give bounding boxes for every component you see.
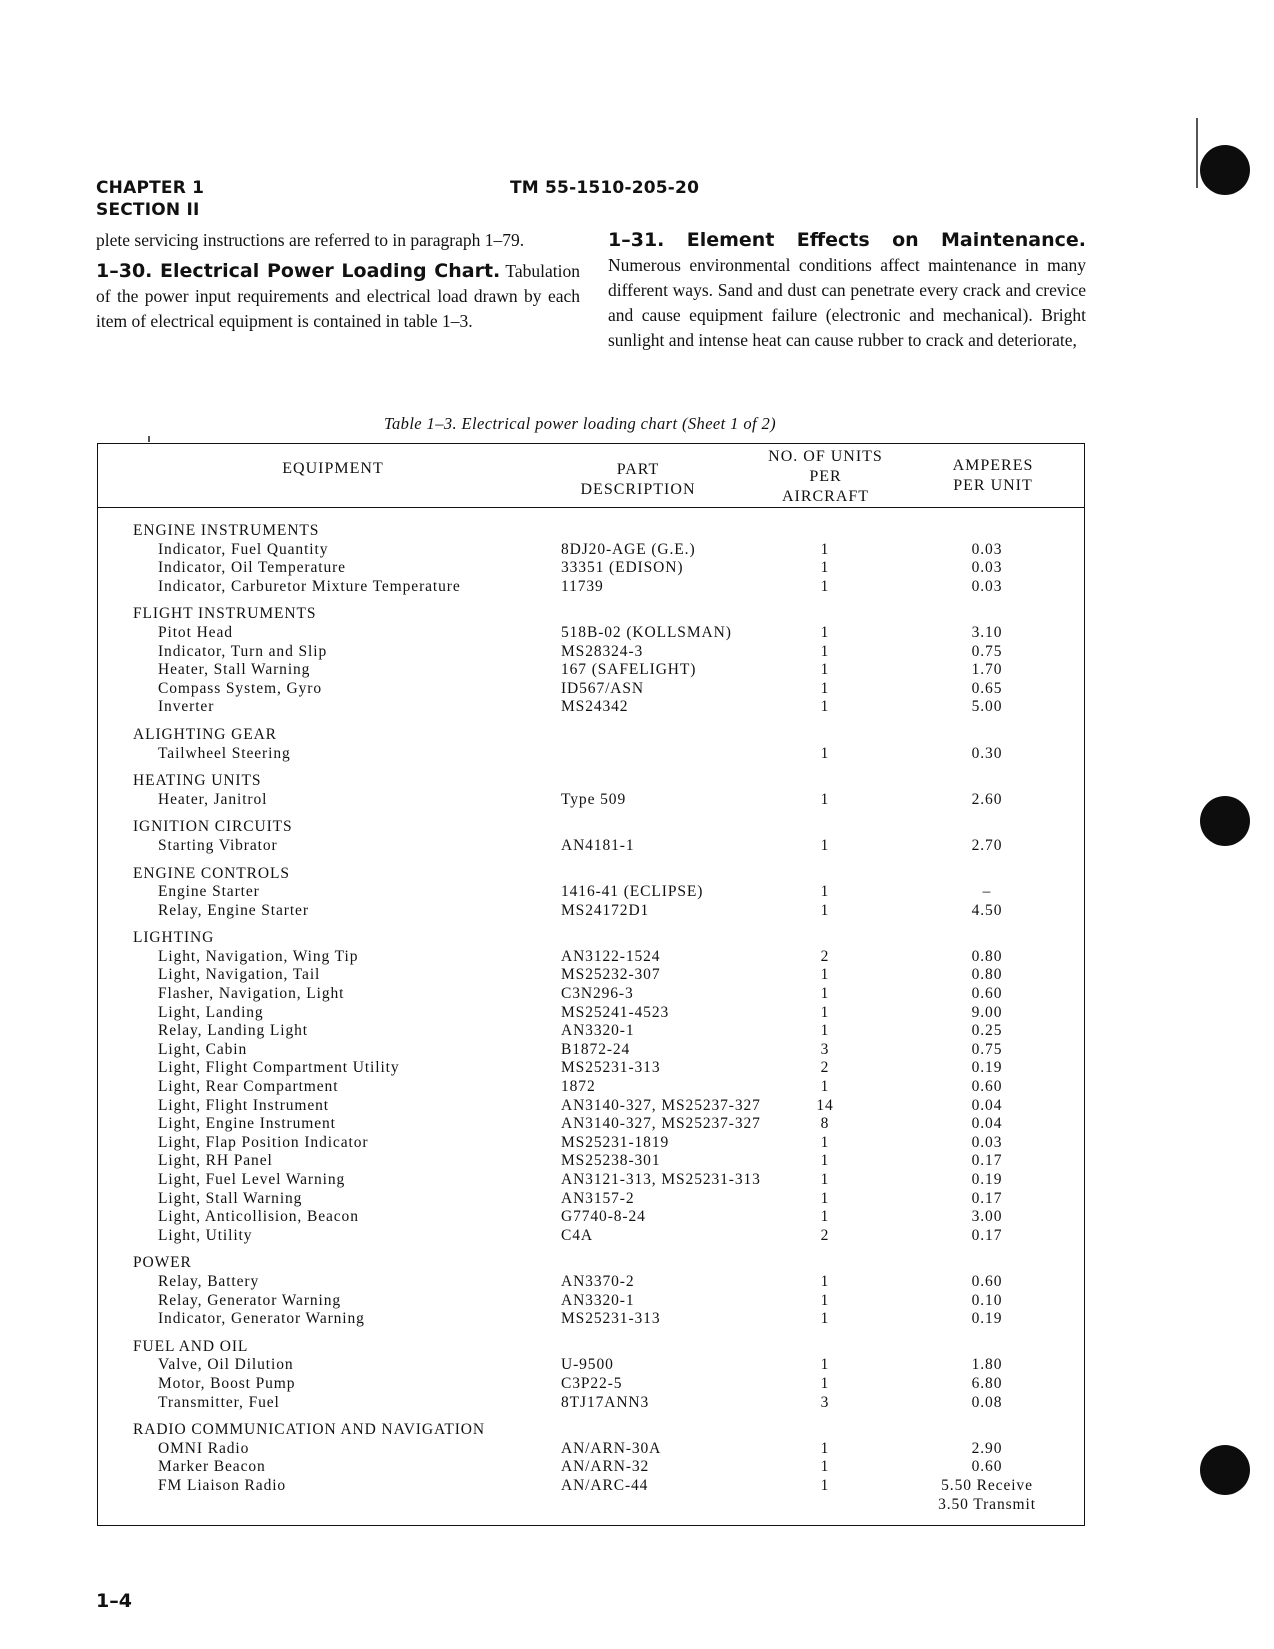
binder-hole-top: [1200, 145, 1250, 195]
cell-amperes: 1.80: [971, 1356, 1003, 1374]
cell-part: AN/ARC-44: [561, 1476, 649, 1494]
cell-amperes: 0.25: [971, 1022, 1003, 1040]
cell-equipment: Motor, Boost Pump: [158, 1374, 296, 1392]
cell-equipment: Starting Vibrator: [158, 836, 278, 854]
table-row: [98, 1097, 1084, 1116]
paragraph-1-30: [96, 259, 580, 334]
cell-equipment: Valve, Oil Dilution: [158, 1356, 294, 1374]
cell-equipment: Compass System, Gyro: [158, 679, 322, 697]
cell-amperes: 0.60: [971, 1272, 1003, 1290]
cell-amperes: 0.30: [971, 744, 1003, 762]
cell-part: AN3121-313, MS25231-313: [561, 1171, 761, 1188]
cell-equipment: Light, Fuel Level Warning: [158, 1171, 346, 1188]
cell-part: AN3320-1: [561, 1291, 635, 1309]
cell-equipment: Inverter: [158, 698, 215, 716]
cell-units: 1: [820, 1374, 830, 1392]
group-heading-row: [98, 522, 1084, 541]
table-group: [98, 1254, 1084, 1328]
cell-units: 1: [820, 1439, 830, 1457]
group-heading-row: [98, 605, 1084, 624]
table-row: [98, 680, 1084, 699]
table-row: [98, 1134, 1084, 1153]
table-row: [98, 966, 1084, 985]
cell-equipment: Heater, Janitrol: [158, 790, 268, 808]
cell-amperes: 3.50 Transmit: [938, 1495, 1036, 1513]
binder-hole-bottom: [1200, 1445, 1250, 1495]
paragraph-1-30-text: Tabulation of the power input requirements and electrical load drawn by each item of electrical equipment is contained in table 1–3.: [96, 261, 580, 331]
cell-amperes: 5.50 Receive: [941, 1476, 1033, 1494]
group-heading: RADIO COMMUNICATION AND NAVIGATION: [133, 1421, 485, 1439]
group-heading-row: [98, 726, 1084, 745]
cell-units: 1: [820, 1133, 830, 1151]
cell-equipment: Relay, Landing Light: [158, 1022, 309, 1040]
group-heading-row: [98, 818, 1084, 837]
cell-units: 1: [820, 1078, 830, 1096]
cell-part: B1872-24: [561, 1040, 631, 1058]
cell-amperes: 0.60: [971, 985, 1003, 1003]
table-group: [98, 605, 1084, 717]
table-row: [98, 1004, 1084, 1023]
cell-amperes: 0.80: [971, 947, 1003, 965]
group-heading: HEATING UNITS: [133, 772, 262, 790]
cell-equipment: Light, Anticollision, Beacon: [158, 1208, 359, 1226]
cell-equipment: FM Liaison Radio: [158, 1476, 287, 1494]
table-row: [98, 1273, 1084, 1292]
table-row: [98, 1394, 1084, 1413]
cell-units: 1: [820, 679, 830, 697]
cell-amperes: 0.17: [971, 1152, 1003, 1170]
col-header-part: PART DESCRIPTION: [580, 461, 696, 498]
cell-part: U-9500: [561, 1356, 614, 1374]
cell-units: 1: [820, 1310, 830, 1328]
cell-units: 1: [820, 966, 830, 984]
cell-equipment: Light, Flight Compartment Utility: [158, 1059, 400, 1077]
table-body: [98, 522, 1084, 1523]
margin-mark: [148, 436, 150, 442]
chapter-label: CHAPTER 1: [96, 178, 205, 198]
cell-part: AN/ARN-30A: [561, 1439, 662, 1457]
group-heading: ENGINE INSTRUMENTS: [133, 522, 320, 539]
margin-mark: [1196, 118, 1198, 188]
section-label: SECTION II: [96, 200, 200, 220]
cell-part: MS25241-4523: [561, 1003, 670, 1021]
cell-equipment: Light, Navigation, Wing Tip: [158, 947, 359, 965]
left-column: [96, 228, 580, 340]
table-row: [98, 661, 1084, 680]
cell-part: 8DJ20-AGE (G.E.): [561, 540, 696, 558]
cell-units: 1: [820, 790, 830, 808]
table-row: [98, 1292, 1084, 1311]
cell-equipment: Pitot Head: [158, 623, 233, 641]
cell-units: 2: [820, 1226, 830, 1244]
cell-part: ID567/ASN: [561, 679, 645, 697]
cell-units: 3: [820, 1393, 830, 1411]
cell-part: MS28324-3: [561, 642, 644, 660]
cell-units: 1: [820, 661, 830, 679]
cell-equipment: Engine Starter: [158, 883, 260, 901]
cell-part: 1416-41 (ECLIPSE): [561, 883, 704, 901]
cell-amperes: 3.00: [971, 1208, 1003, 1226]
cell-units: 1: [820, 540, 830, 558]
cell-amperes: 0.19: [971, 1310, 1003, 1328]
cell-equipment: Relay, Engine Starter: [158, 901, 309, 919]
cell-equipment: Marker Beacon: [158, 1458, 266, 1476]
cell-units: 1: [820, 1476, 830, 1494]
paragraph-1-31-heading: 1–31. Element Effects on Maintenance.: [608, 229, 1086, 251]
cell-amperes: 0.60: [971, 1078, 1003, 1096]
cell-units: 1: [820, 1022, 830, 1040]
cell-equipment: Light, Utility: [158, 1226, 253, 1244]
col-header-equipment: EQUIPMENT: [282, 460, 384, 477]
cell-part: 1872: [561, 1078, 596, 1096]
table-row: [98, 1477, 1084, 1496]
cell-amperes: 0.04: [971, 1096, 1003, 1114]
table-row: [98, 578, 1084, 597]
power-loading-table: [97, 443, 1085, 1526]
cell-part: 167 (SAFELIGHT): [561, 661, 697, 679]
cell-part: MS25231-313: [561, 1310, 661, 1328]
cell-units: 1: [820, 577, 830, 595]
table-row: [98, 1190, 1084, 1209]
cell-equipment: Indicator, Oil Temperature: [158, 559, 346, 577]
table-row: [98, 559, 1084, 578]
cell-units: 1: [820, 1291, 830, 1309]
cell-equipment: Light, RH Panel: [158, 1152, 273, 1170]
table-row: [98, 1115, 1084, 1134]
cell-units: 1: [820, 985, 830, 1003]
group-heading-row: [98, 772, 1084, 791]
binder-hole-middle: [1200, 796, 1250, 846]
table-row: [98, 948, 1084, 967]
table-row: [98, 1059, 1084, 1078]
table-row: [98, 1310, 1084, 1329]
cell-amperes: 0.17: [971, 1189, 1003, 1207]
table-row: [98, 643, 1084, 662]
cell-amperes: 2.90: [971, 1439, 1003, 1457]
cell-amperes: 2.60: [971, 790, 1003, 808]
cell-amperes: 0.10: [971, 1291, 1003, 1309]
table-row-continuation: [98, 1496, 1084, 1515]
table-row: [98, 1022, 1084, 1041]
cell-amperes: 1.70: [971, 661, 1003, 679]
table-row: [98, 1078, 1084, 1097]
cell-amperes: 5.00: [971, 698, 1003, 716]
cell-amperes: 0.60: [971, 1458, 1003, 1476]
table-row: [98, 1041, 1084, 1060]
cell-units: 1: [820, 1152, 830, 1170]
cell-part: AN3370-2: [561, 1272, 635, 1290]
cell-equipment: Light, Flight Instrument: [158, 1096, 329, 1114]
cell-amperes: –: [982, 883, 992, 901]
cell-amperes: 0.03: [971, 1133, 1003, 1151]
cell-units: 1: [820, 623, 830, 641]
cell-equipment: Tailwheel Steering: [158, 744, 291, 762]
cell-part: G7740-8-24: [561, 1208, 646, 1226]
cell-units: 14: [816, 1096, 834, 1114]
table-group: [98, 772, 1084, 809]
cell-amperes: 6.80: [971, 1374, 1003, 1392]
cell-units: 8: [820, 1115, 830, 1133]
cell-units: 1: [820, 1003, 830, 1021]
cell-units: 1: [820, 642, 830, 660]
group-heading: IGNITION CIRCUITS: [133, 818, 293, 836]
cell-amperes: 0.03: [971, 540, 1003, 558]
cell-units: 2: [820, 947, 830, 965]
cell-part: MS24172D1: [561, 901, 650, 919]
cell-units: 1: [820, 883, 830, 901]
cell-units: 1: [820, 1208, 830, 1226]
table-row: [98, 1171, 1084, 1190]
group-heading-row: [98, 1421, 1084, 1440]
cell-units: 1: [820, 1272, 830, 1290]
cell-part: MS25231-1819: [561, 1133, 670, 1151]
cell-units: 1: [820, 744, 830, 762]
group-heading: POWER: [133, 1254, 192, 1272]
table-row: [98, 985, 1084, 1004]
table-row: [98, 1356, 1084, 1375]
cell-equipment: Indicator, Generator Warning: [158, 1310, 365, 1328]
table-row: [98, 1208, 1084, 1227]
table-row: [98, 883, 1084, 902]
paragraph-1-31: [608, 228, 1086, 353]
cell-amperes: 0.80: [971, 966, 1003, 984]
group-heading: ALIGHTING GEAR: [133, 725, 277, 743]
cell-part: MS25232-307: [561, 966, 661, 984]
col-header-amperes: AMPERES PER UNIT: [952, 457, 1034, 494]
table-row: [98, 902, 1084, 921]
table-group: [98, 929, 1084, 1245]
cell-amperes: 0.04: [971, 1115, 1003, 1133]
table-group: [98, 522, 1084, 596]
cell-units: 3: [820, 1040, 830, 1058]
group-heading: FUEL AND OIL: [133, 1337, 249, 1355]
table-group: [98, 818, 1084, 855]
cell-equipment: Relay, Battery: [158, 1272, 260, 1290]
cell-part: AN3157-2: [561, 1189, 635, 1207]
cell-part: MS24342: [561, 698, 629, 716]
cell-part: 8TJ17ANN3: [561, 1393, 650, 1411]
cell-equipment: Transmitter, Fuel: [158, 1393, 280, 1411]
paragraph-1-30-heading: 1–30. Electrical Power Loading Chart.: [96, 260, 501, 282]
cell-equipment: Indicator, Carburetor Mixture Temperature: [158, 577, 461, 595]
table-row: [98, 624, 1084, 643]
cell-part: 11739: [561, 577, 604, 595]
cell-amperes: 0.03: [971, 559, 1003, 577]
group-heading: ENGINE CONTROLS: [133, 864, 290, 882]
cell-amperes: 0.19: [971, 1059, 1003, 1077]
cell-equipment: OMNI Radio: [158, 1439, 250, 1457]
cell-units: 1: [820, 698, 830, 716]
cell-part: C3N296-3: [561, 985, 634, 1003]
cell-part: AN3140-327, MS25237-327: [561, 1096, 761, 1114]
group-heading: FLIGHT INSTRUMENTS: [133, 605, 317, 623]
cell-amperes: 2.70: [971, 836, 1003, 854]
cell-equipment: Relay, Generator Warning: [158, 1291, 342, 1309]
cell-equipment: Heater, Stall Warning: [158, 661, 311, 679]
cell-part: Type 509: [561, 790, 627, 808]
table-row: [98, 1440, 1084, 1459]
cell-units: 1: [820, 836, 830, 854]
table-group: [98, 1421, 1084, 1514]
cell-part: 518B-02 (KOLLSMAN): [561, 623, 732, 641]
table-row: [98, 1227, 1084, 1246]
table-group: [98, 726, 1084, 763]
cell-amperes: 0.03: [971, 577, 1003, 595]
right-column: [608, 228, 1086, 359]
group-heading-row: [98, 1254, 1084, 1273]
cell-units: 2: [820, 1059, 830, 1077]
group-heading-row: [98, 865, 1084, 884]
cell-part: AN3320-1: [561, 1022, 635, 1040]
cell-equipment: Indicator, Fuel Quantity: [158, 540, 329, 558]
cell-amperes: 9.00: [971, 1003, 1003, 1021]
cell-amperes: 4.50: [971, 901, 1003, 919]
cell-equipment: Light, Cabin: [158, 1040, 248, 1058]
table-group: [98, 1338, 1084, 1412]
group-heading-row: [98, 929, 1084, 948]
cell-part: C4A: [561, 1226, 593, 1244]
cell-amperes: 0.75: [971, 1040, 1003, 1058]
group-heading-row: [98, 1338, 1084, 1357]
cell-equipment: Light, Navigation, Tail: [158, 966, 321, 984]
cell-part: AN3122-1524: [561, 947, 661, 965]
table-caption: Table 1–3. Electrical power loading chart (Sheet 1 of 2): [383, 414, 777, 433]
cell-units: 1: [820, 1356, 830, 1374]
cell-amperes: 0.17: [971, 1226, 1003, 1244]
header-divider: [98, 507, 1084, 508]
table-row: [98, 1458, 1084, 1477]
cell-amperes: 3.10: [971, 623, 1003, 641]
cell-part: AN4181-1: [561, 836, 635, 854]
paragraph-1-31-text: Numerous environmental conditions affect maintenance in many different ways. Sand and dust can penetrate every crack and crevice and cause equipment failure (electronic and mechanical). Bright sunlight and intense heat can cause rubber to crack and deteriorate,: [608, 255, 1086, 350]
table-row: [98, 791, 1084, 810]
continuation-paragraph: plete servicing instructions are referred to in paragraph 1–79.: [96, 230, 525, 250]
cell-equipment: Indicator, Turn and Slip: [158, 642, 328, 660]
cell-part: MS25238-301: [561, 1152, 661, 1170]
cell-equipment: Flasher, Navigation, Light: [158, 985, 345, 1003]
cell-units: 1: [820, 559, 830, 577]
cell-part: AN/ARN-32: [561, 1458, 650, 1476]
col-header-units: NO. OF UNITS PER AIRCRAFT: [768, 448, 883, 505]
cell-part: C3P22-5: [561, 1374, 623, 1392]
cell-equipment: Light, Stall Warning: [158, 1189, 303, 1207]
cell-units: 1: [820, 901, 830, 919]
cell-units: 1: [820, 1189, 830, 1207]
cell-part: MS25231-313: [561, 1059, 661, 1077]
cell-equipment: Light, Engine Instrument: [158, 1115, 336, 1133]
table-row: [98, 698, 1084, 717]
table-row: [98, 837, 1084, 856]
cell-amperes: 0.08: [971, 1393, 1003, 1411]
group-heading: LIGHTING: [133, 929, 215, 947]
cell-equipment: Light, Rear Compartment: [158, 1078, 339, 1096]
cell-amperes: 0.75: [971, 642, 1003, 660]
table-row: [98, 541, 1084, 560]
table-group: [98, 865, 1084, 921]
table-row: [98, 1152, 1084, 1171]
cell-amperes: 0.65: [971, 679, 1003, 697]
cell-equipment: Light, Flap Position Indicator: [158, 1133, 369, 1151]
tm-number: TM 55-1510-205-20: [510, 178, 700, 198]
cell-units: 1: [820, 1458, 830, 1476]
page-number: 1–4: [96, 1590, 132, 1612]
cell-part: AN3140-327, MS25237-327: [561, 1115, 761, 1133]
table-row: [98, 745, 1084, 764]
cell-units: 1: [820, 1171, 830, 1188]
cell-part: 33351 (EDISON): [561, 559, 684, 577]
cell-equipment: Light, Landing: [158, 1003, 264, 1021]
cell-amperes: 0.19: [971, 1171, 1003, 1188]
table-row: [98, 1375, 1084, 1394]
